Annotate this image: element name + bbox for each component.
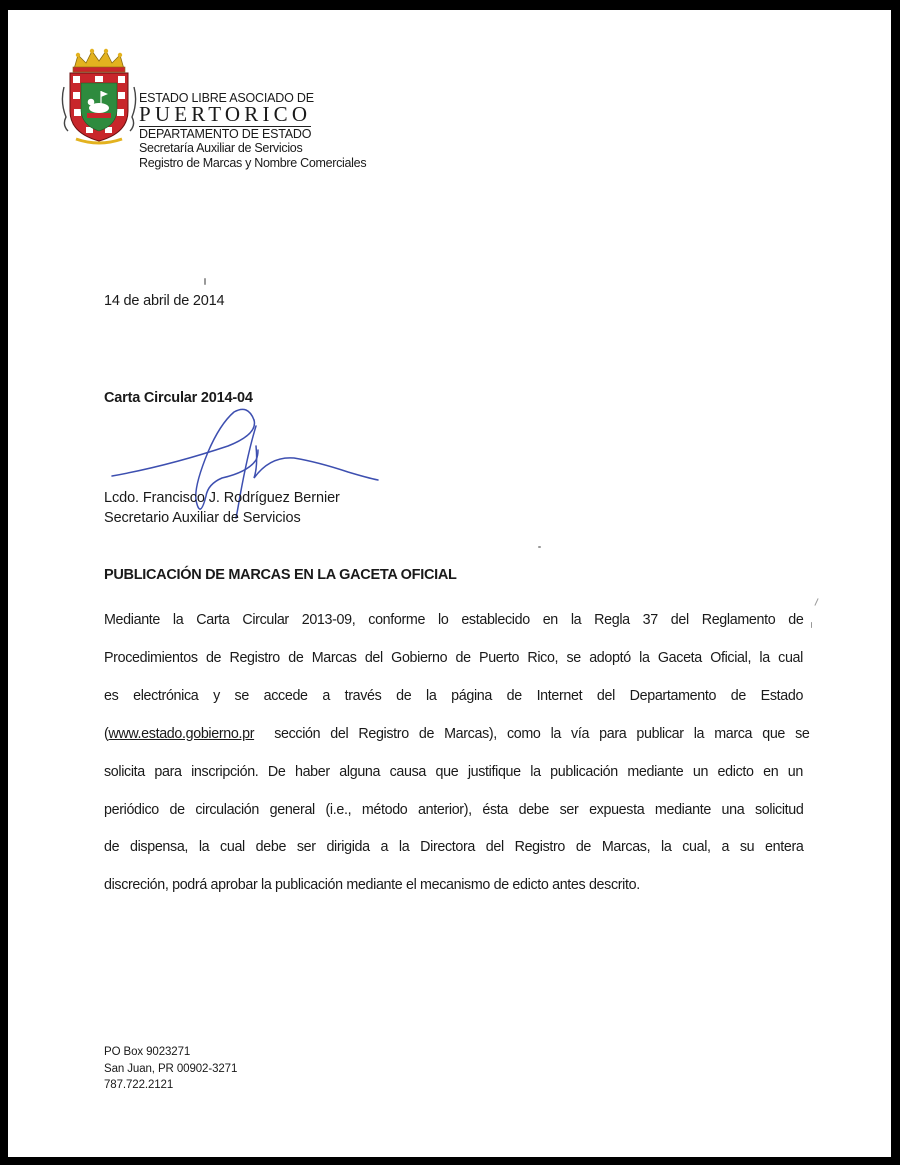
letterhead-secretaria: Secretaría Auxiliar de Servicios [139,141,303,155]
website-link[interactable]: www.estado.gobierno.pr [108,725,255,742]
scan-speck [811,622,812,628]
letterhead-registro: Registro de Marcas y Nombre Comerciales [139,156,367,170]
body-line: es electrónica y se accede a través de la página de Internet del Departamento de Estado [104,687,804,704]
body-line-with-link [104,716,810,754]
footer-po-box: PO Box 9023271 [104,1046,191,1058]
signer-name: Lcdo. Francisco J. Rodríguez Bernier [104,490,340,506]
letterhead-puerto-rico: PUERTORICO [139,102,312,126]
footer-city: San Juan, PR 00902-3271 [104,1062,238,1075]
signer-title: Secretario Auxiliar de Servicios [104,510,301,526]
circular-number: Carta Circular 2014-04 [104,390,253,406]
letterhead-estado-libre: ESTADO LIBRE ASOCIADO DE [139,91,314,105]
footer-phone: 787.722.2121 [104,1079,174,1091]
scan-speck [538,546,541,548]
coat-of-arms-icon [60,47,138,147]
body-line: de dispensa, la cual debe ser dirigida a la Directora del Registro de Marcas, la cual, a su entera [104,839,804,856]
body-line: discreción, podrá aprobar la publicación mediante el mecanismo de edicto antes descrito. [104,877,640,894]
body-line-remainder: sección del Registro de Marcas), como la vía para publicar la marca que se [274,725,810,742]
body-paragraph [104,602,810,905]
scan-speck [204,278,206,285]
subject-heading: PUBLICACIÓN DE MARCAS EN LA GACETA OFICIAL [104,567,457,583]
body-line: solicita para inscripción. De haber alguna causa que justifique la publicación mediante un edicto en un [104,763,803,780]
letter-date: 14 de abril de 2014 [104,293,225,309]
body-line: Procedimientos de Registro de Marcas del Gobierno de Puerto Rico, se adoptó la Gaceta Oficial, la cual [104,649,803,666]
document-page [8,10,891,1157]
link-open-paren: ( [104,725,109,742]
letterhead-departamento: DEPARTAMENTO DE ESTADO [139,127,312,141]
scan-speck [814,598,818,606]
body-line: Mediante la Carta Circular 2013-09, conforme lo establecido en la Regla 37 del Reglamento de [104,612,804,628]
footer-address [104,1044,237,1094]
body-line: periódico de circulación general (i.e., método anterior), ésta debe ser expuesta mediante una solicitud [104,801,804,818]
